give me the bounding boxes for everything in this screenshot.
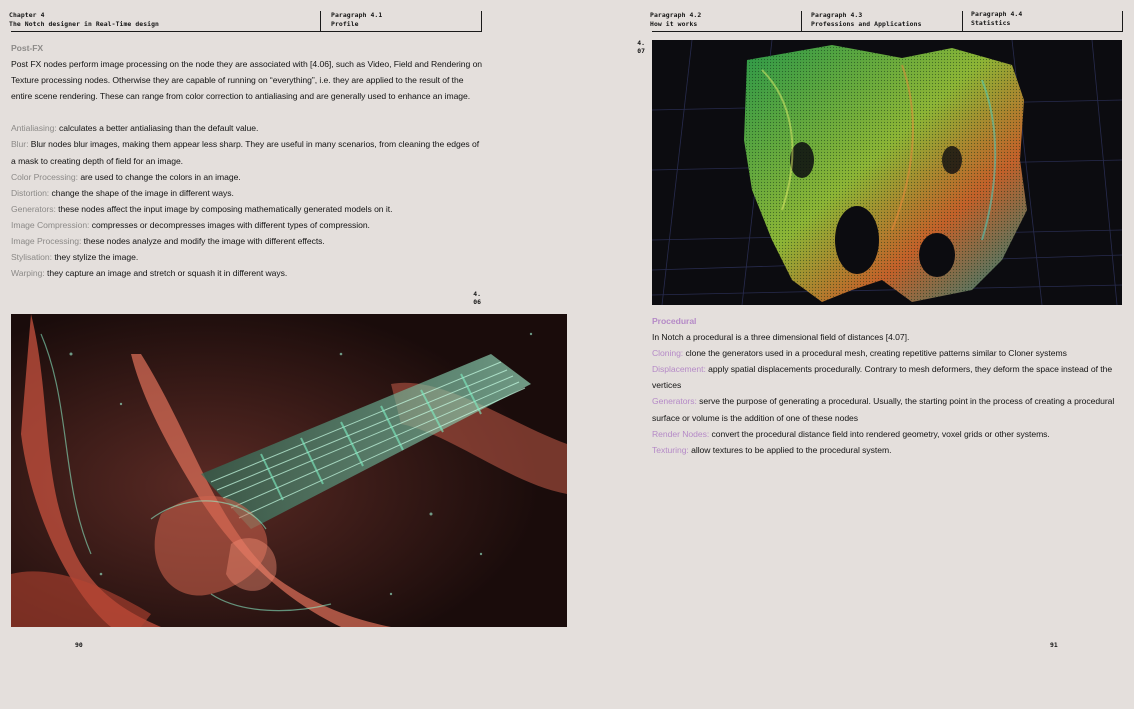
figure-number-4-07 [628, 40, 645, 55]
paragraph-4-1-title: Profile [331, 19, 359, 28]
right-header-divider-1 [801, 11, 802, 32]
paragraph-4-2-header [650, 11, 701, 28]
post-fx-item-term: Distortion: [11, 187, 50, 198]
page-number-right: 91 [1050, 641, 1058, 649]
figure-number-suffix: 06 [473, 297, 481, 306]
paragraph-4-1-label: Paragraph 4.1 [331, 11, 383, 19]
procedural-item-description: allow textures to be applied to the procedural system. [691, 444, 892, 455]
chapter-title: The Notch designer in Real-Time design [9, 19, 160, 28]
procedural-item-description: convert the procedural distance field into rendered geometry, voxel grids or other systems. [711, 428, 1050, 439]
post-fx-title: Post-FX [11, 43, 44, 53]
post-fx-item-description: they capture an image and stretch or squash it in different ways. [47, 268, 288, 279]
procedural-volume-illustration [652, 40, 1122, 305]
procedural-item-description: clone the generators used in a procedural mesh, creating repetitive patterns similar to Cloner systems [685, 348, 1067, 359]
procedural-item [652, 345, 1124, 361]
paragraph-4-3-label: Paragraph 4.3 [811, 11, 863, 19]
post-fx-item-term: Image Processing: [11, 236, 82, 247]
figure-number-prefix-right: 4. [637, 39, 645, 47]
post-fx-item-description: calculates a better antialiasing than the default value. [59, 123, 259, 134]
post-fx-item-description: compresses or decompresses images with different types of compression. [91, 219, 370, 230]
paragraph-4-3-header [811, 11, 922, 28]
procedural-section [652, 313, 1124, 458]
post-fx-item-description: these nodes affect the input image by composing mathematically generated models on it. [58, 203, 393, 214]
right-header-rule [652, 31, 1123, 32]
post-fx-item-description: these nodes analyze and modify the image with different effects. [83, 236, 325, 247]
post-fx-item [11, 136, 483, 168]
figure-number-prefix: 4. [473, 290, 481, 298]
post-fx-item-term: Stylisation: [11, 252, 52, 263]
post-fx-item-description: are used to change the colors in an image. [80, 171, 241, 182]
procedural-item [652, 426, 1124, 442]
procedural-item [652, 393, 1124, 425]
post-fx-item [11, 265, 483, 281]
paragraph-4-4-header [971, 10, 1022, 27]
post-fx-item-description: they stylize the image. [54, 252, 139, 263]
figure-number-4-06 [460, 291, 481, 306]
paragraph-4-1-header [331, 11, 382, 28]
procedural-item-term: Cloning: [652, 348, 684, 359]
procedural-item-term: Texturing: [652, 444, 689, 455]
post-fx-item-description: Blur nodes blur images, making them appear less sharp. They are useful in many scenarios, from cleaning the edges of a mask to creating depth of field for an image. [11, 139, 480, 166]
page-number-left: 90 [75, 641, 83, 649]
post-fx-item-term: Generators: [11, 203, 56, 214]
post-fx-item [11, 120, 483, 136]
procedural-item-description: apply spatial displacements procedurally. Contrary to mesh deformers, they deform the space instead of the vertices [652, 364, 1113, 391]
procedural-item-term: Render Nodes: [652, 428, 710, 439]
post-fx-item-description: change the shape of the image in different ways. [51, 187, 234, 198]
procedural-item-term: Displacement: [652, 364, 706, 375]
procedural-title: Procedural [652, 316, 697, 326]
guitar-post-fx-illustration [11, 314, 567, 627]
procedural-intro: In Notch a procedural is a three dimensional field of distances [4.07]. [652, 332, 910, 343]
post-fx-section [11, 40, 483, 281]
post-fx-item-term: Color Processing: [11, 171, 78, 182]
post-fx-item [11, 233, 483, 249]
post-fx-item [11, 185, 483, 201]
figure-4-06-post-fx-image [11, 314, 567, 627]
figure-number-suffix-right: 07 [637, 46, 645, 55]
post-fx-item [11, 201, 483, 217]
post-fx-item-term: Warping: [11, 268, 45, 279]
procedural-item [652, 361, 1124, 393]
procedural-item-term: Generators: [652, 396, 697, 407]
post-fx-item-term: Blur: [11, 139, 29, 150]
left-header-divider [320, 11, 321, 32]
post-fx-item [11, 169, 483, 185]
post-fx-list [11, 120, 483, 281]
figure-4-07-procedural-image [652, 40, 1122, 305]
right-header-divider-2 [962, 11, 963, 32]
paragraph-4-2-label: Paragraph 4.2 [650, 11, 702, 19]
left-header-rule [11, 31, 482, 32]
post-fx-item [11, 217, 483, 233]
post-fx-item [11, 249, 483, 265]
procedural-item [652, 442, 1124, 458]
right-header-divider-end [1122, 11, 1123, 32]
paragraph-4-4-title: Statistics [971, 18, 1011, 27]
paragraph-4-3-title: Professions and Applications [811, 19, 922, 28]
left-header-divider-end [481, 11, 482, 32]
paragraph-4-2-title: How it works [650, 19, 698, 28]
chapter-header [9, 11, 159, 28]
procedural-list [652, 345, 1124, 458]
post-fx-item-term: Antialiasing: [11, 123, 57, 134]
post-fx-item-term: Image Compression: [11, 219, 90, 230]
chapter-label: Chapter 4 [9, 11, 45, 19]
paragraph-4-4-label: Paragraph 4.4 [971, 10, 1023, 18]
post-fx-intro: Post FX nodes perform image processing on the node they are associated with [4.06], such as Video, Field and Rendering on Texture processing nodes. Otherwise they are capable of running on “everything”, i.e. they are applied to the result of the entire scene rendering. These can range from color correction to antialiasing and are generally used to enhance an image. [11, 59, 483, 102]
procedural-item-description: serve the purpose of generating a procedural. Usually, the starting point in the process of creating a procedural surface or volume is the addition of one of these nodes [652, 396, 1115, 423]
